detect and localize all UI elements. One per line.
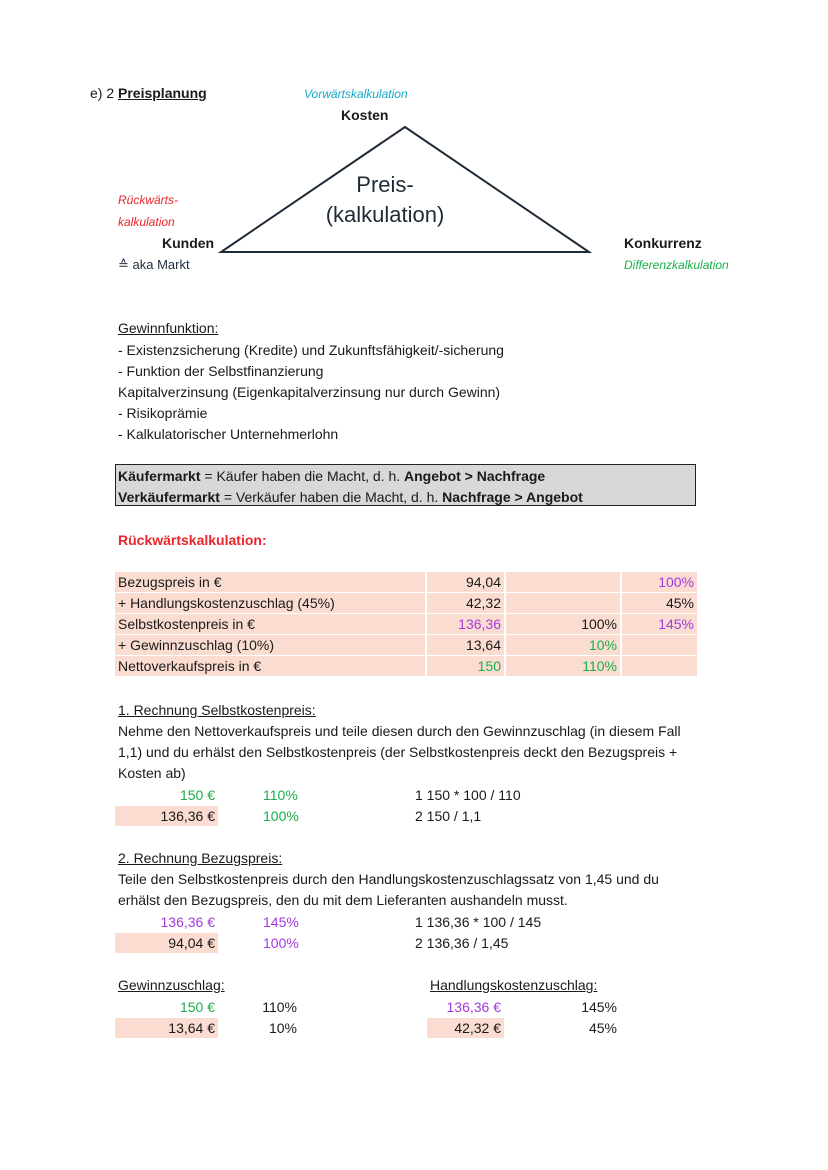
market-definition-box [115, 464, 696, 506]
table-cell-pct1: 110% [506, 656, 620, 676]
rechnung2-text: erhälst den Bezugspreis, den du mit dem Lieferanten aushandeln musst. [118, 892, 568, 908]
gewinnzuschlag-pct-2: 10% [268, 1020, 297, 1036]
konkurrenz-label: Konkurrenz [624, 235, 702, 251]
list-item: - Funktion der Selbstfinanzierung [118, 363, 324, 379]
table-cell-label: Nettoverkaufspreis in € [115, 656, 425, 676]
rechnung2-value-1: 136,36 € [160, 914, 215, 930]
table-cell-value: 94,04 [427, 572, 504, 592]
verkaeufermarkt-text: = Verkäufer haben die Macht, d. h. [219, 489, 443, 505]
verkaeufermarkt-line [118, 489, 583, 505]
triangle-center-line1: Preis- [356, 172, 414, 197]
table-cell-pct2: 45% [622, 593, 697, 613]
handlungskosten-pct-2: 45% [588, 1020, 617, 1036]
list-item: - Existenzsicherung (Kredite) und Zukunftsfähigkeit/-sicherung [118, 342, 504, 358]
rechnung2-calc-2: 2 136,36 / 1,45 [415, 935, 509, 951]
table-cell-pct2 [622, 656, 697, 676]
verkaeufermarkt-relation: Nachfrage > Angebot [442, 489, 583, 505]
rechnung1-value-1: 150 € [179, 787, 215, 803]
kaeufermarkt-relation: Angebot > Nachfrage [404, 468, 546, 484]
rechnung1-text: Nehme den Nettoverkaufspreis und teile diesen durch den Gewinnzuschlag (in diesem Fall [118, 723, 681, 739]
table-cell-label: + Gewinnzuschlag (10%) [115, 635, 425, 655]
table-cell-value: 150 [427, 656, 504, 676]
page-title: Preisplanung [118, 85, 207, 101]
table-cell-value: 42,32 [427, 593, 504, 613]
handlungskosten-heading: Handlungskostenzuschlag: [430, 977, 598, 993]
handlungskosten-value-2: 42,32 € [427, 1018, 504, 1038]
table-cell-pct2: 100% [622, 572, 697, 592]
rueckwaerts-label-1: Rückwärts- [118, 193, 179, 207]
rueckwaerts-heading: Rückwärtskalkulation: [118, 532, 267, 548]
kosten-label: Kosten [341, 107, 389, 123]
kunden-label: Kunden [162, 235, 215, 251]
differenz-label: Differenzkalkulation [624, 258, 729, 272]
rechnung2-pct-1: 145% [263, 914, 299, 930]
table-cell-pct2: 145% [622, 614, 697, 634]
markt-note: ≙ aka Markt [118, 257, 190, 272]
verkaeufermarkt-term: Verkäufermarkt [118, 489, 220, 505]
list-item: Kapitalverzinsung (Eigenkapitalverzinsung nur durch Gewinn) [118, 384, 501, 400]
kaeufermarkt-line [118, 468, 545, 484]
table-cell-value: 136,36 [427, 614, 504, 634]
rechnung1-heading: 1. Rechnung Selbstkostenpreis: [118, 702, 316, 718]
table-cell-label: + Handlungskostenzuschlag (45%) [115, 593, 425, 613]
rechnung2-pct-2: 100% [263, 935, 299, 951]
kaeufermarkt-term: Käufermarkt [118, 468, 201, 484]
table-cell-pct1 [506, 593, 620, 613]
list-item: - Kalkulatorischer Unternehmerlohn [118, 426, 339, 442]
handlungskosten-value-1: 136,36 € [446, 999, 501, 1015]
triangle-center-line2: (kalkulation) [325, 202, 445, 227]
kaeufermarkt-text: = Käufer haben die Macht, d. h. [200, 468, 405, 484]
table-cell-pct2 [622, 635, 697, 655]
rechnung1-value-2: 136,36 € [115, 806, 218, 826]
gewinnzuschlag-pct-1: 110% [262, 999, 297, 1015]
gewinnzuschlag-value-2: 13,64 € [115, 1018, 218, 1038]
table-cell-label: Bezugspreis in € [115, 572, 425, 592]
rechnung1-text: 1,1) und du erhälst den Selbstkostenpreis (der Selbstkostenpreis deckt den Bezugspreis + [118, 744, 678, 760]
rechnung1-text: Kosten ab) [118, 765, 186, 781]
rueckwaerts-label-2: kalkulation [118, 215, 175, 229]
rechnung2-heading: 2. Rechnung Bezugspreis: [118, 850, 283, 866]
rechnung2-text: Teile den Selbstkostenpreis durch den Handlungskostenzuschlagssatz von 1,45 und du [118, 871, 659, 887]
table-cell-pct1 [506, 572, 620, 592]
rechnung2-calc-1: 1 136,36 * 100 / 145 [415, 914, 542, 930]
handlungskosten-pct-1: 145% [581, 999, 617, 1015]
gewinnzuschlag-value-1: 150 € [179, 999, 215, 1015]
table-cell-label: Selbstkostenpreis in € [115, 614, 425, 634]
rechnung1-pct-2: 100% [263, 808, 299, 824]
section-number: e) 2 [90, 85, 115, 101]
table-cell-pct1: 10% [506, 635, 620, 655]
rechnung1-calc-1: 1 150 * 100 / 110 [415, 787, 521, 803]
rechnung2-value-2: 94,04 € [115, 933, 218, 953]
gewinnfunktion-heading: Gewinnfunktion: [118, 320, 219, 336]
table-cell-pct1: 100% [506, 614, 620, 634]
rechnung1-calc-2: 2 150 / 1,1 [415, 808, 482, 824]
gewinnzuschlag-heading: Gewinnzuschlag: [118, 977, 225, 993]
table-cell-value: 13,64 [427, 635, 504, 655]
rechnung1-pct-1: 110% [263, 787, 298, 803]
list-item: - Risikoprämie [118, 405, 208, 421]
vorwaerts-label: Vorwärtskalkulation [304, 87, 408, 101]
